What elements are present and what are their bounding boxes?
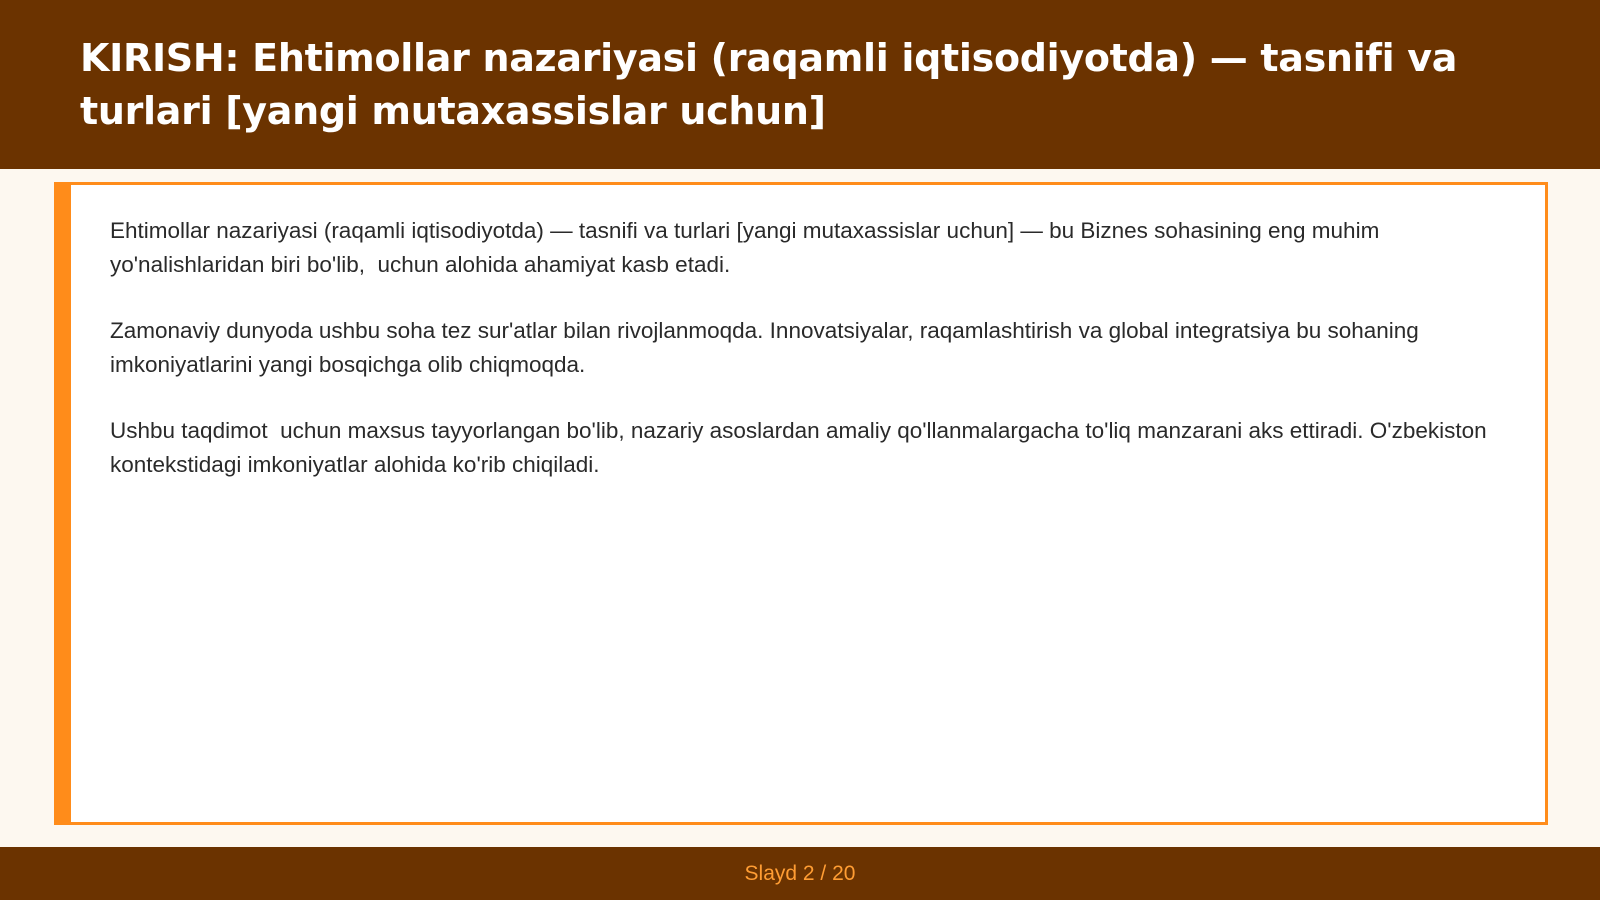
paragraph-2: Zamonaviy dunyoda ushbu soha tez sur'atlar bilan rivojlanmoqda. Innovatsiyalar, raqamlashtirish va global integratsiya bu sohaning imkoniyatlarini yangi bosqichga olib chiqmoqda. <box>110 318 1426 377</box>
slide-footer <box>0 847 1600 900</box>
slide-counter: Slayd 2 / 20 <box>744 861 856 885</box>
paragraph-3: Ushbu taqdimot uchun maxsus tayyorlangan bo'lib, nazariy asoslardan amaliy qo'llanmalargacha to'liq manzarani aks ettiradi. O'zbekiston kontekstidagi imkoniyatlar alohida ko'rib chiqiladi. <box>110 418 1493 477</box>
slide-header <box>0 0 1600 169</box>
slide-title: KIRISH: Ehtimollar nazariyasi (raqamli iqtisodiyotda) — tasnifi va turlari [yangi mutaxassislar uchun] <box>80 36 1458 133</box>
content-card <box>54 182 1548 825</box>
paragraph-1: Ehtimollar nazariyasi (raqamli iqtisodiyotda) — tasnifi va turlari [yangi mutaxassislar uchun] — bu Biznes sohasining eng muhim yo'nalishlaridan biri bo'lib, uchun alohida ahamiyat kasb etadi. <box>110 218 1386 277</box>
